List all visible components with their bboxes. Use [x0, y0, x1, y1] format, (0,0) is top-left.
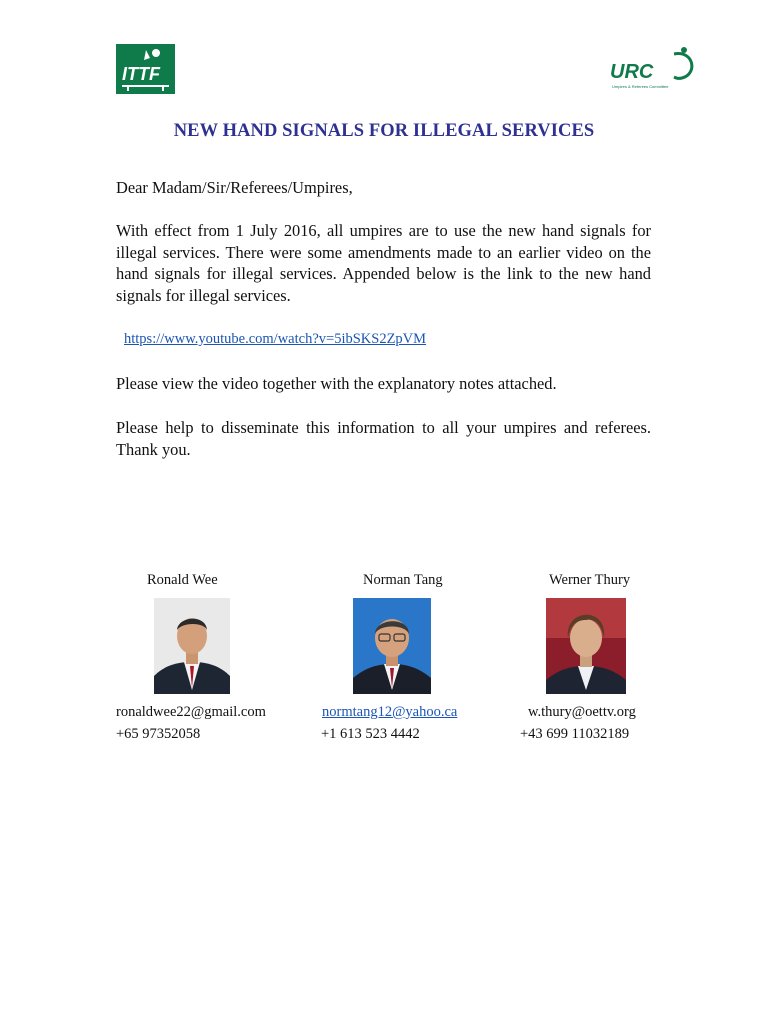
portrait-image — [353, 598, 431, 694]
paragraph-disseminate: Please help to disseminate this information to all your umpires and referees. Thank you. — [116, 418, 651, 459]
paragraph-effective-date: With effect from 1 July 2016, all umpires are to use the new hand signals for illegal services. There were some amendments made to an earlier video on the hand signals for illegal services. Appended below is the link to the new hand signals for illegal services. — [116, 221, 651, 305]
paragraph-view-video: Please view the video together with the explanatory notes attached. — [116, 374, 557, 393]
urc-logo-subtitle: Umpires & Referees Committee — [612, 84, 669, 89]
contact-name-ronald-wee: Ronald Wee — [147, 572, 218, 588]
video-link[interactable]: https://www.youtube.com/watch?v=5ibSKS2ZpVM — [124, 331, 427, 347]
ittf-logo-text: ITTF — [122, 64, 160, 84]
urc-logo-text: URC — [610, 61, 654, 83]
portrait-image — [546, 598, 626, 694]
page-title: NEW HAND SIGNALS FOR ILLEGAL SERVICES — [173, 121, 595, 141]
contact-email-norman-tang[interactable]: normtang12@yahoo.ca — [322, 704, 458, 720]
ittf-logo-graphic — [116, 44, 175, 94]
contact-email-ronald-wee: ronaldwee22@gmail.com — [116, 704, 266, 720]
ittf-logo — [116, 44, 175, 94]
photo-ronald-wee — [154, 598, 230, 694]
contact-phone-ronald-wee: +65 97352058 — [116, 726, 201, 742]
contact-email-werner-thury: w.thury@oettv.org — [528, 704, 636, 720]
contact-name-werner-thury: Werner Thury — [549, 572, 631, 588]
contact-name-norman-tang: Norman Tang — [363, 572, 443, 588]
urc-logo — [608, 44, 698, 92]
portrait-image — [154, 598, 230, 694]
photo-werner-thury — [546, 598, 626, 694]
salutation: Dear Madam/Sir/Referees/Umpires, — [116, 178, 353, 197]
photo-norman-tang — [353, 598, 431, 694]
contact-phone-norman-tang: +1 613 523 4442 — [321, 726, 420, 742]
contact-phone-werner-thury: +43 699 11032189 — [520, 726, 630, 742]
urc-logo-graphic — [608, 44, 698, 92]
